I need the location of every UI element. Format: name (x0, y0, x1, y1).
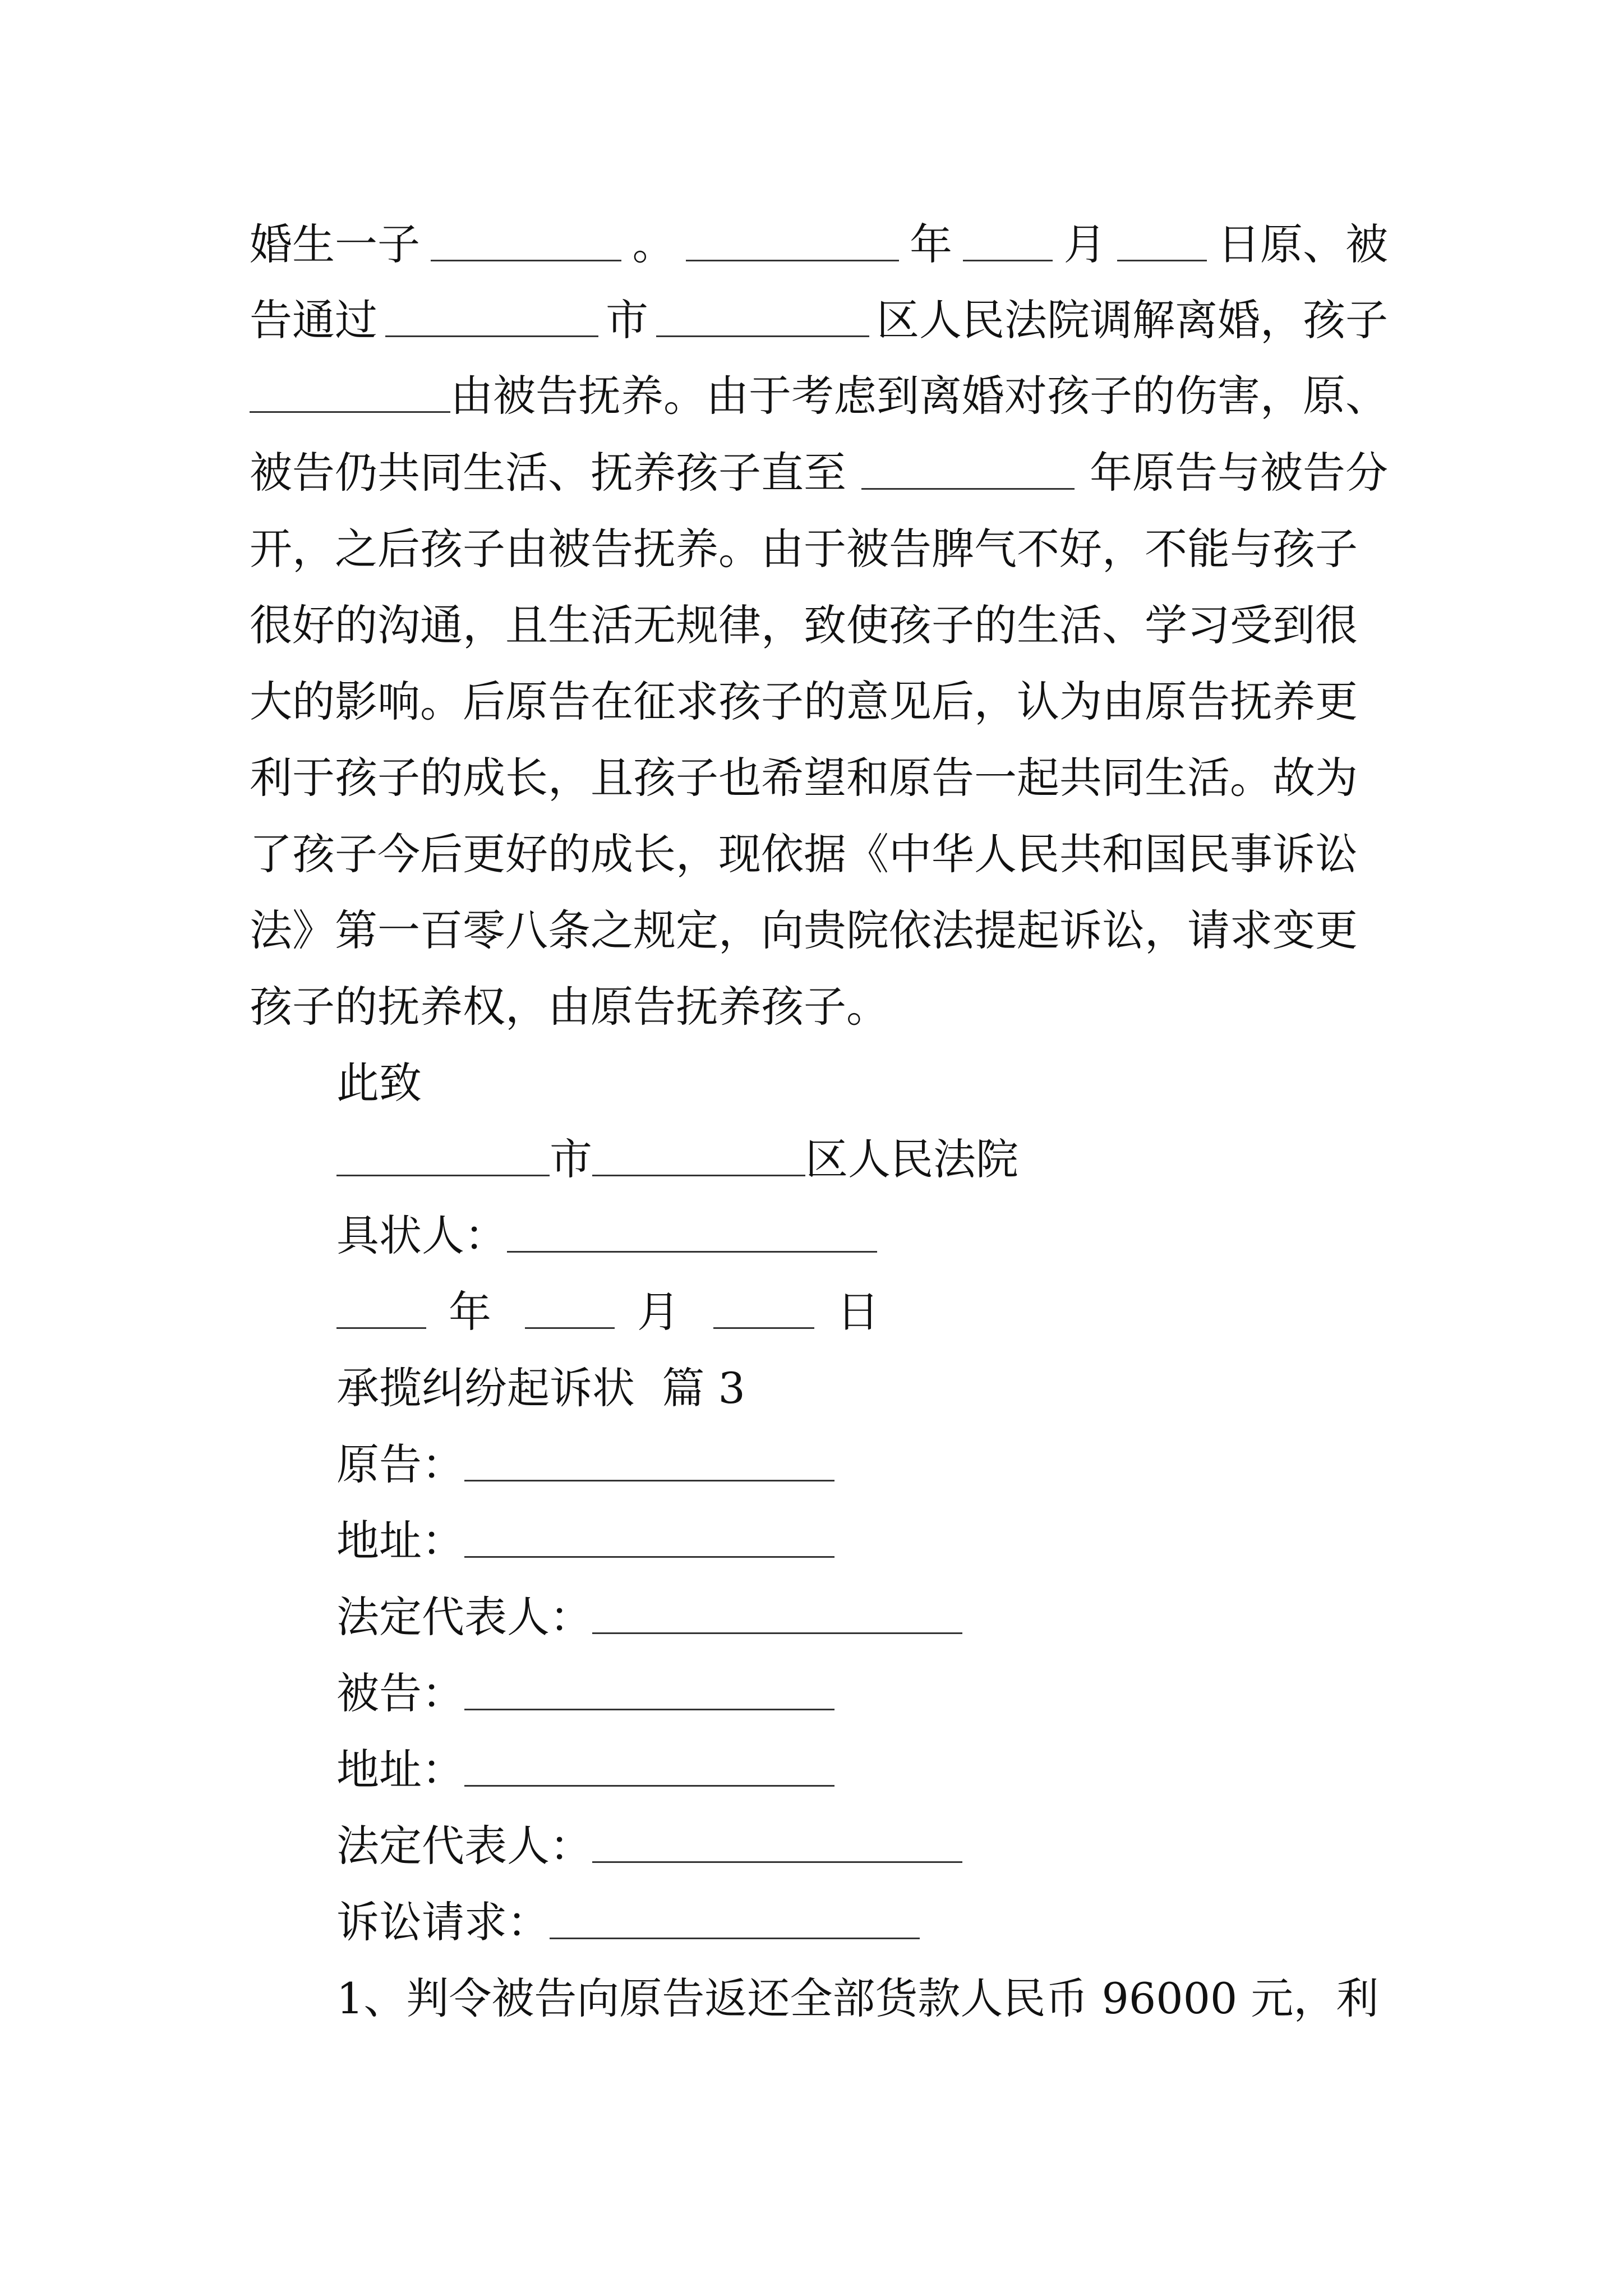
date-month-blank[interactable] (525, 1319, 615, 1329)
signer-line (336, 1202, 1388, 1269)
court-city-blank[interactable] (336, 1167, 550, 1176)
defendant-blank[interactable] (464, 1701, 834, 1710)
text-segment: 了孩子今后更好的成长，现依据《中华人民共和国民事诉讼 (250, 829, 1358, 879)
text-segment: 市 (606, 295, 648, 345)
paragraph-line-2 (250, 287, 1388, 354)
paragraph-line-5 (250, 516, 1388, 583)
text-segment: 法》第一百零八条之规定，向贵院依法提起诉讼，请求变更 (250, 905, 1358, 955)
text-segment: 。 (632, 219, 675, 269)
text-segment: 孩子的抚养权，由原告抚养孩子。 (250, 982, 889, 1032)
date-month-text: 月 (637, 1287, 680, 1337)
defendant-line (336, 1660, 1388, 1727)
text-segment: 告通过 (250, 295, 377, 345)
claims-label: 诉讼请求： (336, 1897, 550, 1947)
blank-field[interactable] (1117, 252, 1207, 261)
plaintiff-address-blank[interactable] (464, 1548, 834, 1558)
defendant-address-line (336, 1736, 1388, 1803)
section-title (336, 1355, 1388, 1422)
signer-label: 具状人： (336, 1211, 507, 1260)
text-segment: 婚生一子 (250, 219, 420, 269)
date-line (336, 1278, 1388, 1346)
text-segment: 年原告与被告分 (1090, 448, 1388, 498)
plaintiff-address-label: 地址： (336, 1516, 464, 1566)
blank-field[interactable] (385, 328, 598, 337)
court-suffix-text: 区人民法院 (805, 1134, 1018, 1184)
text-segment: 大的影响。后原告在征求孩子的意见后，认为由原告抚养更 (250, 677, 1358, 726)
claim-1-text: 1、判令被告向原告返还全部货款人民币 96000 元，利 (336, 1973, 1379, 2023)
text-segment: 很好的沟通，且生活无规律，致使孩子的生活、学习受到很 (250, 600, 1358, 650)
plaintiff-rep-label: 法定代表人： (336, 1592, 592, 1642)
text-segment: 利于孩子的成长，且孩子也希望和原告一起共同生活。故为 (250, 753, 1358, 803)
blank-field[interactable] (963, 252, 1053, 261)
defendant-address-blank[interactable] (464, 1777, 834, 1787)
salutation-text: 此致 (336, 1058, 422, 1108)
paragraph-line-6 (250, 592, 1388, 659)
defendant-label: 被告： (336, 1668, 464, 1718)
text-segment: 日原、被 (1218, 219, 1388, 269)
paragraph-line-9 (250, 821, 1388, 888)
plaintiff-blank[interactable] (464, 1472, 834, 1481)
paragraph-line-4 (250, 439, 1388, 507)
date-year-text: 年 (449, 1287, 491, 1337)
paragraph-line-3 (250, 362, 1388, 430)
claims-blank[interactable] (550, 1930, 920, 1939)
defendant-address-label: 地址： (336, 1745, 464, 1795)
salutation (336, 1050, 1388, 1117)
blank-field[interactable] (686, 252, 899, 261)
defendant-rep-label: 法定代表人： (336, 1821, 592, 1871)
paragraph-line-8 (250, 744, 1388, 812)
plaintiff-rep-blank[interactable] (592, 1625, 962, 1634)
paragraph-line-10 (250, 897, 1388, 964)
plaintiff-rep-line (336, 1584, 1388, 1651)
court-city-text: 市 (550, 1134, 592, 1184)
text-segment: 区人民法院调解离婚，孩子 (877, 295, 1388, 345)
section-title-text: 承揽纠纷起诉状 篇 3 (336, 1363, 745, 1413)
text-segment: 由被告抚养。由于考虑到离婚对孩子的伤害，原、 (450, 371, 1388, 421)
claim-1-line (336, 1965, 1388, 2032)
text-segment: 被告仍共同生活、抚养孩子直至 (250, 448, 846, 498)
date-year-blank[interactable] (336, 1319, 426, 1329)
text-segment: 年 (910, 219, 952, 269)
text-segment: 开，之后孩子由被告抚养。由于被告脾气不好，不能与孩子 (250, 524, 1358, 574)
defendant-rep-blank[interactable] (592, 1853, 962, 1863)
paragraph-line-1 (250, 211, 1388, 278)
paragraph-line-7 (250, 668, 1388, 735)
defendant-rep-line (336, 1812, 1388, 1880)
plaintiff-label: 原告： (336, 1439, 464, 1489)
plaintiff-line (336, 1431, 1388, 1498)
blank-field[interactable] (861, 480, 1075, 490)
blank-field[interactable] (431, 252, 621, 261)
court-district-blank[interactable] (592, 1167, 805, 1176)
date-day-text: 日 (837, 1287, 879, 1337)
paragraph-line-11 (250, 973, 1388, 1041)
date-day-blank[interactable] (713, 1319, 814, 1329)
claims-line (336, 1889, 1388, 1956)
plaintiff-address-line (336, 1507, 1388, 1575)
blank-field[interactable] (250, 403, 450, 413)
signer-blank[interactable] (507, 1243, 877, 1253)
blank-field[interactable] (656, 328, 869, 337)
court-line (336, 1126, 1388, 1193)
text-segment: 月 (1063, 219, 1106, 269)
